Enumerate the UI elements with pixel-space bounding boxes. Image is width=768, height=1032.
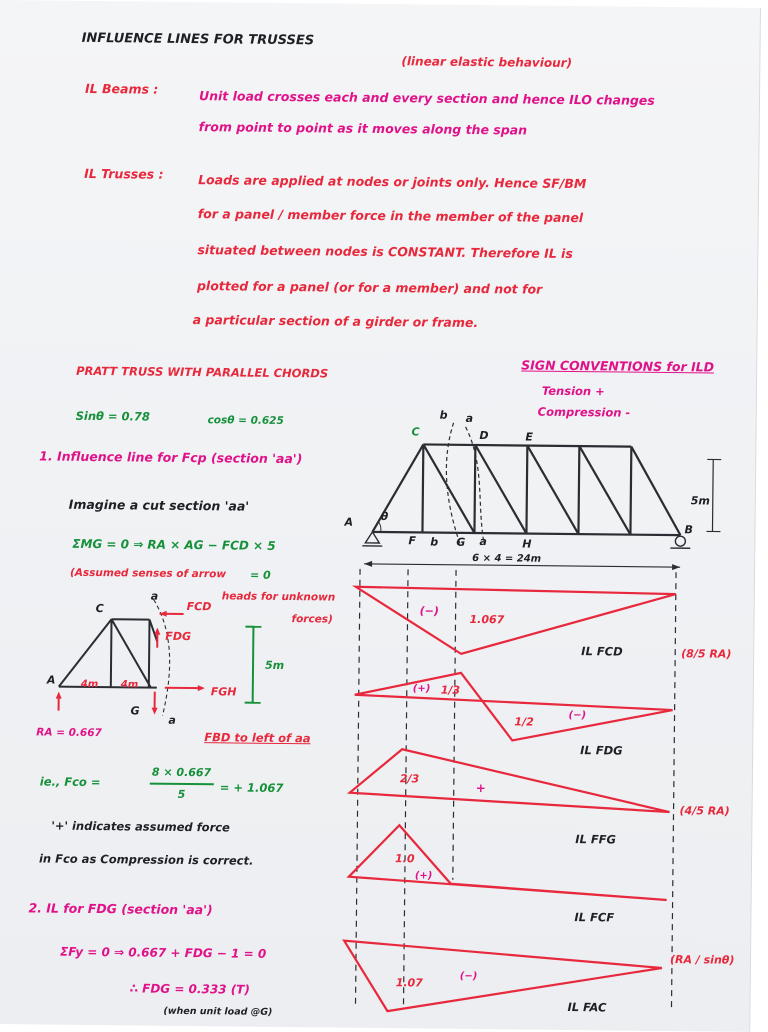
il-ffg-label: IL FFG: [575, 832, 616, 846]
pin-support: [365, 532, 379, 543]
moment-equation: ΣMG = 0 ⇒ RA × AG − FCD × 5: [72, 537, 276, 553]
plus-note: in Fco as Compression is correct.: [39, 851, 254, 867]
assumed-note: heads for unknown: [222, 590, 336, 603]
il-beams-line: Unit load crosses each and every section and hence ILO changes: [199, 88, 655, 108]
il-ffg-sign: +: [476, 781, 486, 795]
node-h-label: H: [522, 537, 531, 550]
fbd-c-label: C: [96, 602, 104, 615]
span-label: 6 × 4 = 24m: [472, 553, 541, 565]
il-trusses-line: a particular section of a girder or frame.: [193, 312, 479, 330]
node-f-label: F: [408, 534, 416, 547]
force-fdg-label: FDG: [165, 630, 191, 643]
vertical: [526, 446, 527, 534]
il-ffg-note: (4/5 RA): [679, 804, 729, 818]
vertical: [578, 446, 579, 534]
fbd-dim-2: 4m: [121, 679, 139, 690]
il-trusses-line: plotted for a panel (or for a member) and not for: [197, 278, 542, 297]
il-fcd-sign: (−): [420, 604, 439, 617]
diagonal: [578, 446, 631, 535]
cut-section-text: Imagine a cut section 'aa': [69, 497, 250, 514]
node-g-label: G: [456, 536, 465, 549]
sign-conventions-title: SIGN CONVENTIONS for ILD: [521, 357, 714, 374]
fdg-note: (when unit load @G): [163, 1006, 272, 1018]
il-fdg-value-right: 1/2: [514, 715, 533, 728]
diagonal: [422, 444, 475, 533]
section-b-top: b: [440, 409, 448, 422]
ra-value: RA = 0.667: [36, 726, 102, 739]
theta-label: θ: [381, 510, 389, 523]
force-fcd-label: FCD: [187, 600, 212, 613]
diagonal: [526, 446, 579, 535]
fbd-diagram: [32, 590, 273, 733]
fbd-a-bottom: a: [168, 714, 176, 727]
fdg-result: ∴ FDG = 0.333 (T): [130, 981, 250, 996]
vertical: [630, 447, 631, 535]
section-b-bottom: b: [430, 536, 438, 549]
fbd-a-top: a: [151, 590, 159, 603]
section-1-heading: 1. Influence line for Fcp (section 'aa'): [39, 448, 302, 466]
section-a-top: a: [466, 412, 474, 425]
pratt-truss-title: PRATT TRUSS WITH PARALLEL CHORDS: [76, 364, 328, 381]
ie-result: = + 1.067: [220, 780, 284, 795]
section-a-bottom: a: [479, 535, 487, 548]
fbd-title: FBD to left of aa: [204, 730, 310, 745]
assumed-note: forces): [291, 613, 332, 625]
sign-tension: Tension +: [542, 384, 605, 399]
sum-fy-equation: ΣFy = 0 ⇒ 0.667 + FDG − 1 = 0: [60, 945, 266, 961]
il-fcf-sign: (+): [415, 870, 433, 881]
end-diagonal-right: [630, 447, 681, 536]
fbd-g-label: G: [130, 704, 139, 717]
section-2-heading: 2. IL for FDG (section 'aa'): [28, 900, 212, 917]
il-fac-sign: (−): [460, 971, 478, 982]
section-bb: [446, 423, 462, 545]
il-fac-label: IL FAC: [567, 1000, 606, 1014]
page-subtitle: (linear elastic behaviour): [401, 54, 572, 70]
node-a-label: A: [344, 516, 353, 529]
il-fcd-value: 1.067: [469, 613, 504, 626]
node-e-label: E: [525, 431, 533, 444]
il-beams-line: from point to point as it moves along the span: [199, 119, 528, 137]
il-fcd-shape: [355, 587, 676, 656]
ie-denominator: 5: [178, 788, 186, 801]
page-title: INFLUENCE LINES FOR TRUSSES: [82, 31, 315, 48]
vertical: [474, 445, 475, 533]
ie-numerator: 8 × 0.667: [152, 766, 211, 780]
influence-line-diagrams: [339, 569, 684, 1023]
il-ffg-value: 2/3: [400, 772, 419, 785]
il-fac-value: 1.07: [396, 976, 423, 989]
pratt-truss-diagram: [334, 404, 736, 578]
vertical: [422, 444, 423, 532]
il-fcd-note: (8/5 RA): [681, 647, 731, 661]
il-fdg-label: IL FDG: [580, 743, 623, 757]
ie-prefix: ie., Fco =: [40, 774, 101, 789]
plus-note: '+' indicates assumed force: [51, 819, 230, 835]
il-fdg-sign-right: (−): [568, 710, 586, 721]
node-c-label: C: [411, 425, 419, 438]
il-fcf-label: IL FCF: [574, 910, 614, 924]
sign-compression: Compression -: [538, 405, 631, 420]
il-fcf-value: 1.0: [395, 852, 415, 865]
assumed-note: (Assumed senses of arrow: [70, 567, 226, 581]
diagonal: [474, 445, 527, 534]
fbd-height-label: 5m: [265, 659, 284, 672]
il-fac-note: (RA / sinθ): [670, 953, 735, 967]
roller-support: [675, 536, 685, 546]
force-fgh-label: FGH: [211, 685, 237, 698]
node-d-label: D: [479, 429, 488, 442]
sin-theta: Sinθ = 0.78: [76, 409, 150, 424]
il-fcd-label: IL FCD: [581, 644, 623, 658]
il-fdg-baseline: [355, 695, 673, 710]
fbd-a-label: A: [47, 674, 56, 687]
il-trusses-line: situated between nodes is CONSTANT. Therefore IL is: [197, 242, 573, 261]
fraction-bar: [150, 783, 214, 785]
cos-theta: cosθ = 0.625: [208, 414, 284, 427]
il-trusses-line: for a panel / member force in the member of the panel: [198, 206, 584, 225]
assumed-equals-zero: = 0: [250, 569, 271, 582]
il-trusses-line: Loads are applied at nodes or joints only. Hence SF/BM: [198, 172, 586, 191]
height-label: 5m: [691, 494, 710, 507]
fbd-dim-1: 4m: [81, 679, 99, 690]
il-beams-label: IL Beams :: [85, 81, 158, 97]
il-fdg-value-left: 1/3: [441, 684, 460, 697]
node-b-label: B: [684, 523, 693, 536]
il-trusses-label: IL Trusses :: [84, 166, 163, 182]
il-fdg-sign-left: (+): [413, 683, 431, 694]
il-fac-shape: [343, 941, 662, 1014]
il-ffg-shape: [350, 749, 671, 812]
